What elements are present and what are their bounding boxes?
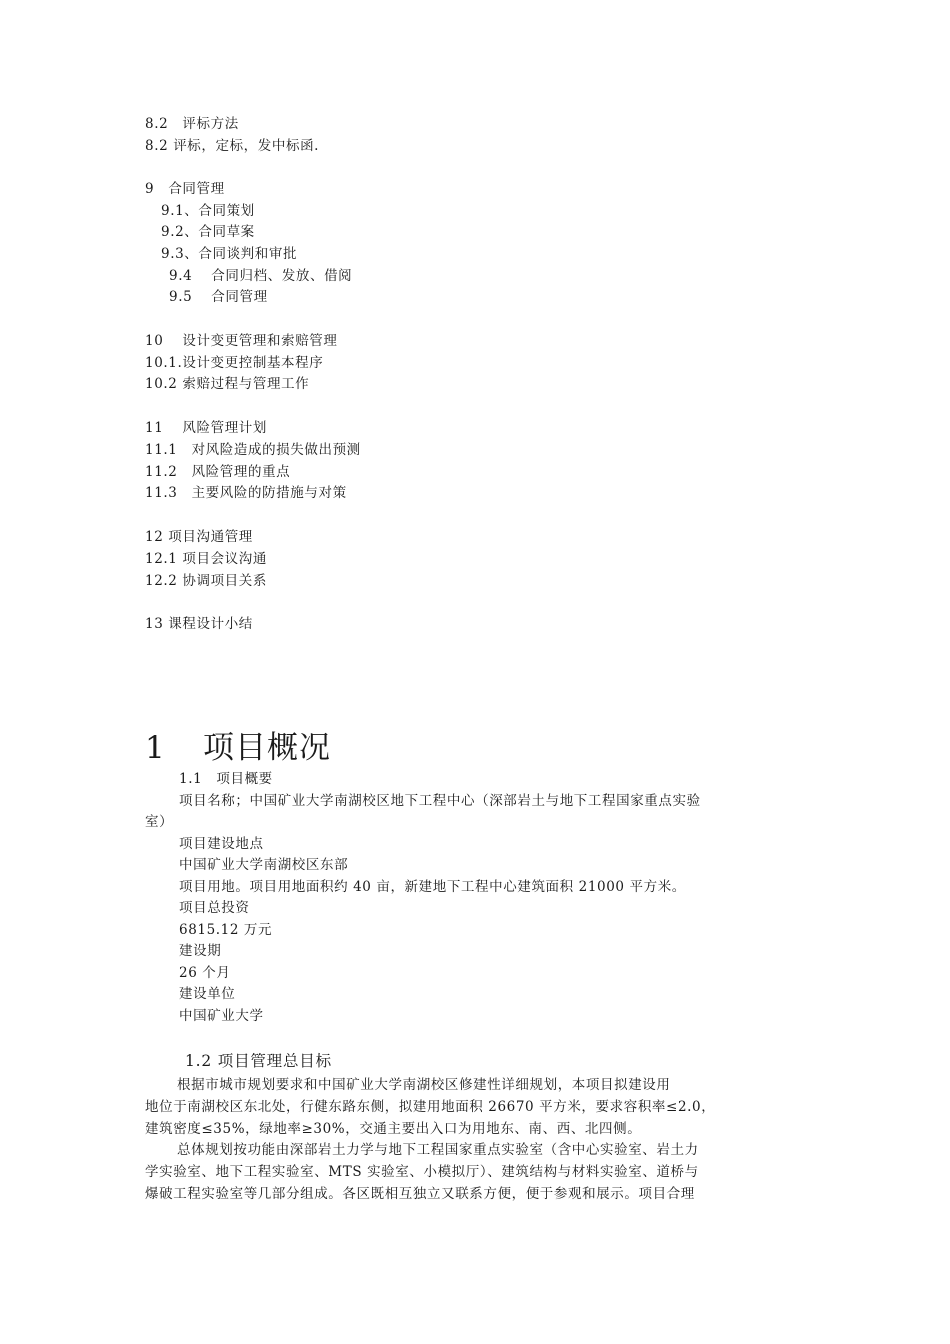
subsection-heading: 1.1 项目概要 xyxy=(179,771,273,787)
toc-num: 10.2 xyxy=(145,376,178,392)
body-line: 根据市城市规划要求和中国矿业大学南湖校区修建性详细规划，本项目拟建设用 xyxy=(177,1077,671,1093)
toc-num: 12 xyxy=(145,529,164,545)
section-heading xyxy=(145,722,331,766)
toc-num: 12.2 xyxy=(145,573,178,589)
body-line: 学实验室、地下工程实验室、MTS 实验室、小模拟厅）、建筑结构与材料实验室、道桥与 xyxy=(145,1164,699,1180)
toc-entry xyxy=(145,615,253,633)
section-title: 项目概况 xyxy=(203,730,331,766)
body-line: 爆破工程实验室等几部分组成。各区既相互独立又联系方便，便于参观和展示。项目合理 xyxy=(145,1186,695,1202)
toc-entry xyxy=(145,484,347,502)
toc-label: 合同归档、发放、借阅 xyxy=(211,268,353,284)
toc-label: 合同管理 xyxy=(168,181,225,197)
toc-entry xyxy=(169,288,268,306)
toc-entry xyxy=(145,354,323,372)
toc-num: 10 xyxy=(145,333,164,349)
toc-num: 13 xyxy=(145,616,164,632)
toc-entry xyxy=(145,419,267,437)
toc-label: 风险管理计划 xyxy=(182,420,267,436)
toc-entry xyxy=(145,463,290,481)
body-line: 地位于南湖校区东北处，行健东路东侧，拟建用地面积 26670 平方米，要求容积率≤2.0， xyxy=(145,1099,716,1115)
body-line: 项目总投资 xyxy=(179,900,250,916)
toc-entry xyxy=(161,202,255,220)
body-line: 中国矿业大学 xyxy=(179,1008,264,1024)
toc-label: 评标方法 xyxy=(182,116,239,132)
toc-num: 8.2 xyxy=(145,138,169,154)
toc-entry xyxy=(161,223,255,241)
toc-label: 评标，定标，发中标函. xyxy=(173,138,320,154)
toc-label: 合同谈判和审批 xyxy=(198,246,298,262)
toc-num: 10.1. xyxy=(145,355,183,371)
toc-label: 合同策划 xyxy=(198,203,255,219)
toc-entry xyxy=(145,375,309,393)
subsection-heading: 1.2 项目管理总目标 xyxy=(185,1052,332,1070)
toc-num: 9.1、 xyxy=(161,203,199,219)
toc-label: 对风险造成的损失做出预测 xyxy=(191,442,361,458)
toc-entry xyxy=(169,267,352,285)
body-line: 26 个月 xyxy=(179,965,231,981)
toc-num: 9 xyxy=(145,181,155,197)
toc-label: 合同草案 xyxy=(198,224,255,240)
toc-label: 设计变更管理和索赔管理 xyxy=(182,333,338,349)
toc-entry xyxy=(145,115,239,133)
toc-label: 课程设计小结 xyxy=(168,616,253,632)
toc-label: 合同管理 xyxy=(211,289,268,305)
body-line: 项目用地。项目用地面积约 40 亩，新建地下工程中心建筑面积 21000 平方米。 xyxy=(179,879,686,895)
body-line: 建设单位 xyxy=(179,986,236,1002)
toc-label: 风险管理的重点 xyxy=(191,464,291,480)
toc-num: 11 xyxy=(145,420,164,436)
toc-label: 项目会议沟通 xyxy=(182,551,267,567)
toc-num: 8.2 xyxy=(145,116,169,132)
body-line: 项目建设地点 xyxy=(179,836,264,852)
body-line: 6815.12 万元 xyxy=(179,922,273,938)
body-line: 室） xyxy=(145,814,174,830)
toc-entry xyxy=(145,572,267,590)
toc-num: 11.2 xyxy=(145,464,178,480)
toc-entry xyxy=(145,550,267,568)
body-line: 总体规划按功能由深部岩土力学与地下工程国家重点实验室（含中心实验室、岩土力 xyxy=(177,1142,699,1158)
toc-num: 9.3、 xyxy=(161,246,199,262)
toc-label: 索赔过程与管理工作 xyxy=(182,376,310,392)
body-line: 建筑密度≤35%，绿地率≥30%，交通主要出入口为用地东、南、西、北四侧。 xyxy=(145,1121,642,1137)
toc-label: 设计变更控制基本程序 xyxy=(182,355,324,371)
toc-label: 主要风险的防措施与对策 xyxy=(191,485,347,501)
toc-num: 11.3 xyxy=(145,485,178,501)
toc-entry xyxy=(145,441,361,459)
toc-num: 9.5 xyxy=(169,289,193,305)
body-line: 项目名称；中国矿业大学南湖校区地下工程中心（深部岩土与地下工程国家重点实验 xyxy=(179,793,701,809)
body-line: 建设期 xyxy=(179,943,222,959)
toc-label: 协调项目关系 xyxy=(182,573,267,589)
toc-label: 项目沟通管理 xyxy=(168,529,253,545)
toc-num: 11.1 xyxy=(145,442,178,458)
toc-entry xyxy=(145,137,319,155)
body-line: 中国矿业大学南湖校区东部 xyxy=(179,857,349,873)
toc-entry xyxy=(145,332,338,350)
toc-entry xyxy=(145,180,225,198)
toc-num: 12.1 xyxy=(145,551,178,567)
toc-entry xyxy=(161,245,297,263)
toc-num: 9.2、 xyxy=(161,224,199,240)
toc-num: 9.4 xyxy=(169,268,193,284)
section-number: 1 xyxy=(145,730,165,766)
toc-entry xyxy=(145,528,253,546)
